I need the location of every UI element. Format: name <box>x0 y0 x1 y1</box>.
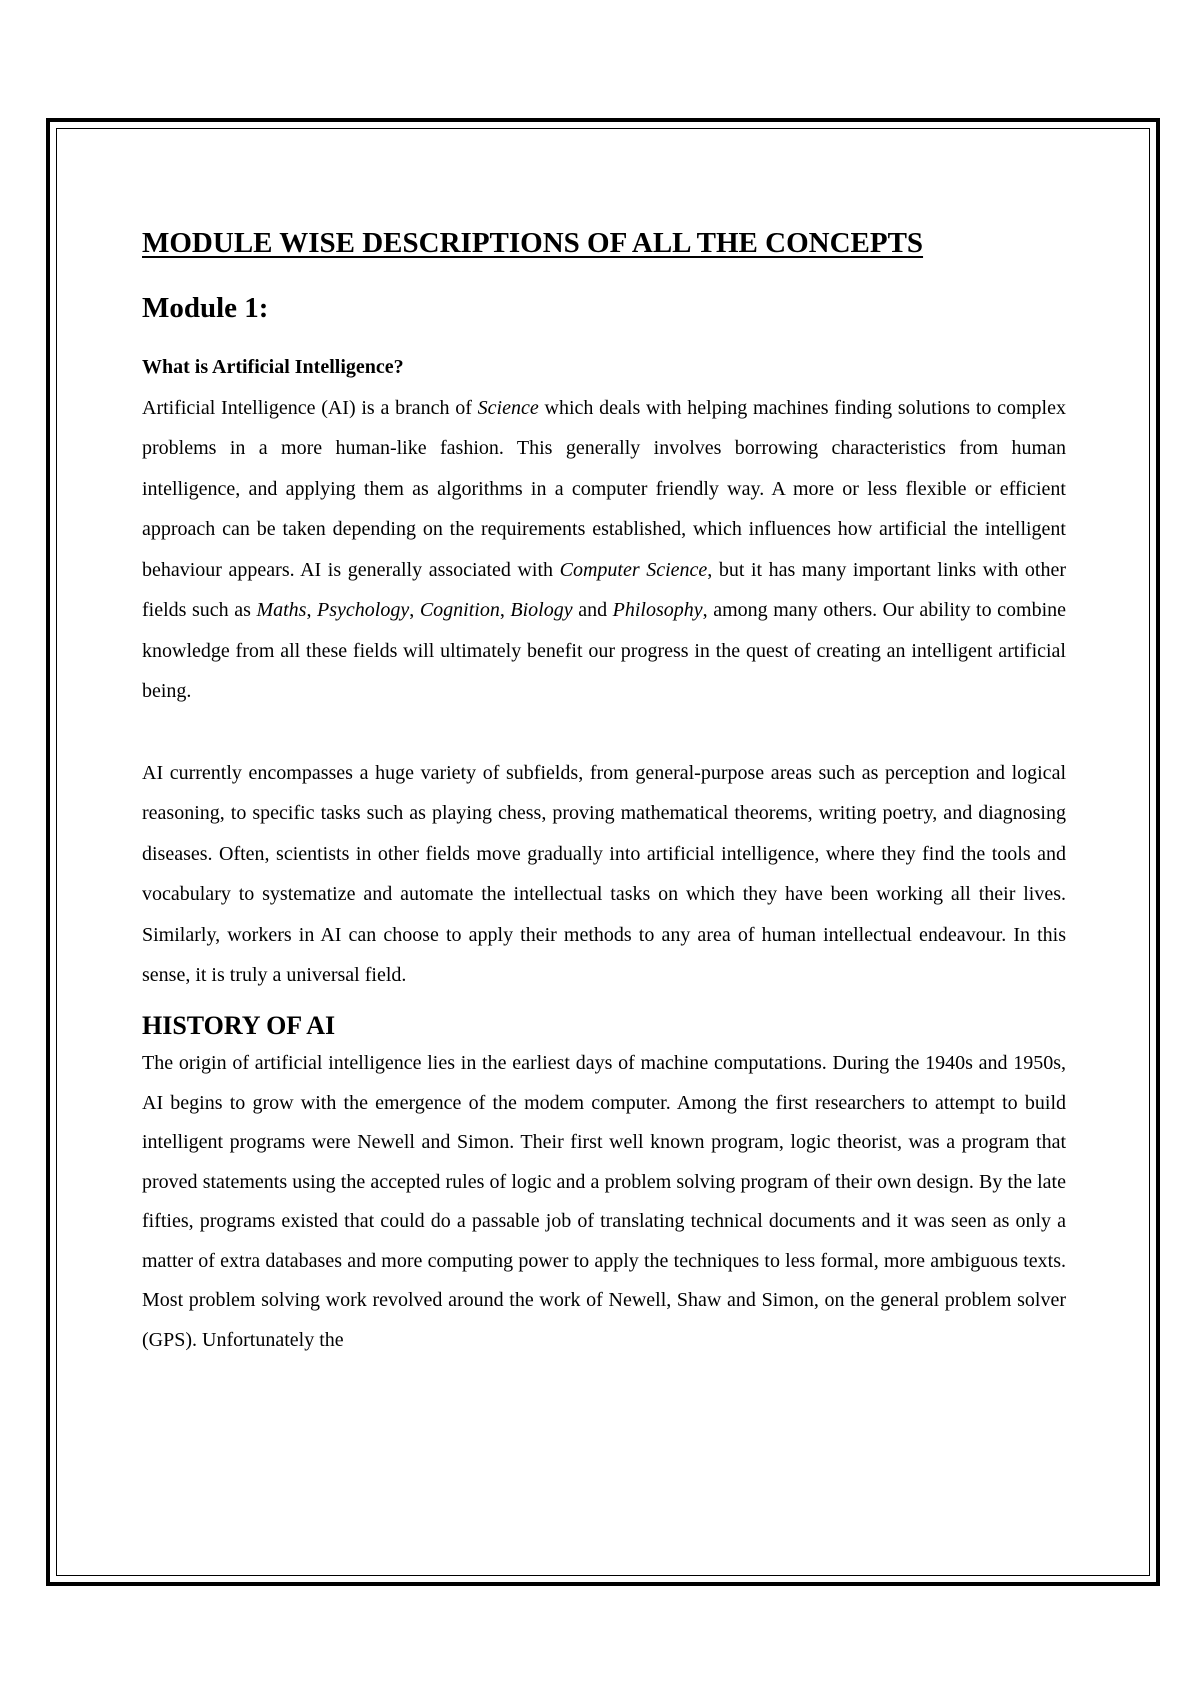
paragraph-1-italic-biology: Biology <box>510 599 573 622</box>
paragraph-ai-subfields: AI currently encompasses a huge variety of subfields, from general-purpose areas such as perception and logical reasoning, to specific tasks such as playing chess, proving mathematical theorems, writing poetry, and diagnosing diseases. Often, scientists in other fields move gradually into artificial intelligence, where they find the tools and vocabulary to systematize and automate the intellectual tasks on which they have been working all their lives. Similarly, workers in AI can choose to apply their methods to any area of human intellectual endeavour. In this sense, it is truly a universal field. <box>142 761 1066 987</box>
paragraph-1-italic-psychology: Psychology <box>317 599 410 622</box>
paragraph-1-italic-philosophy: Philosophy <box>612 599 703 622</box>
document-title: MODULE WISE DESCRIPTIONS OF ALL THE CONCEPTS <box>142 227 924 259</box>
paragraph-1-italic-maths: Maths <box>256 599 307 622</box>
paragraph-1-text-g: , <box>306 599 318 622</box>
paragraph-1-text-m: and <box>572 599 613 622</box>
paragraph-1-text-i: , <box>409 599 420 622</box>
paragraph-1-italic-science: Science <box>477 396 539 419</box>
question-heading: What is Artificial Intelligence? <box>142 355 404 378</box>
document-content <box>142 226 1066 1360</box>
history-heading: HISTORY OF AI <box>142 1010 336 1040</box>
paragraph-1-italic-computer-science: Computer Science <box>559 558 708 581</box>
paragraph-1-italic-cognition: Cognition <box>419 599 500 622</box>
paragraph-ai-definition <box>142 388 1066 712</box>
paragraph-1-text-e: , but it has many important links with other fields such as <box>142 558 1066 622</box>
paragraph-ai-history: The origin of artificial intelligence lies in the earliest days of machine computations. During the 1940s and 1950s, AI begins to grow with the emergence of the modem computer. Among the first researchers to attempt to build intelligent programs were Newell and Simon. Their first well known program, logic theorist, was a program that proved statements using the accepted rules of logic and a problem solving program of their own design. By the late fifties, programs existed that could do a passable job of translating technical documents and it was seen as only a matter of extra databases and more computing power to apply the techniques to less formal, more ambiguous texts. Most problem solving work revolved around the work of Newell, Shaw and Simon, on the general problem solver (GPS). Unfortunately the <box>142 1052 1066 1351</box>
paragraph-1-text-k: , <box>499 599 511 622</box>
paragraph-1-text-c: which deals with helping machines finding solutions to complex problems in a more human-like fashion. This generally involves borrowing characteristics from human intelligence, and applying them as algorithms in a computer friendly way. A more or less flexible or efficient approach can be taken depending on the requirements established, which influences how artificial the intelligent behaviour appears. AI is generally associated with <box>142 396 1066 581</box>
paragraph-1-text-o: , among many others. Our ability to combine knowledge from all these fields will ultimately benefit our progress in the quest of creating an intelligent artificial being. <box>142 599 1067 703</box>
module-heading: Module 1: <box>142 291 269 324</box>
paragraph-1-text-a: Artificial Intelligence (AI) is a branch of <box>142 396 478 419</box>
